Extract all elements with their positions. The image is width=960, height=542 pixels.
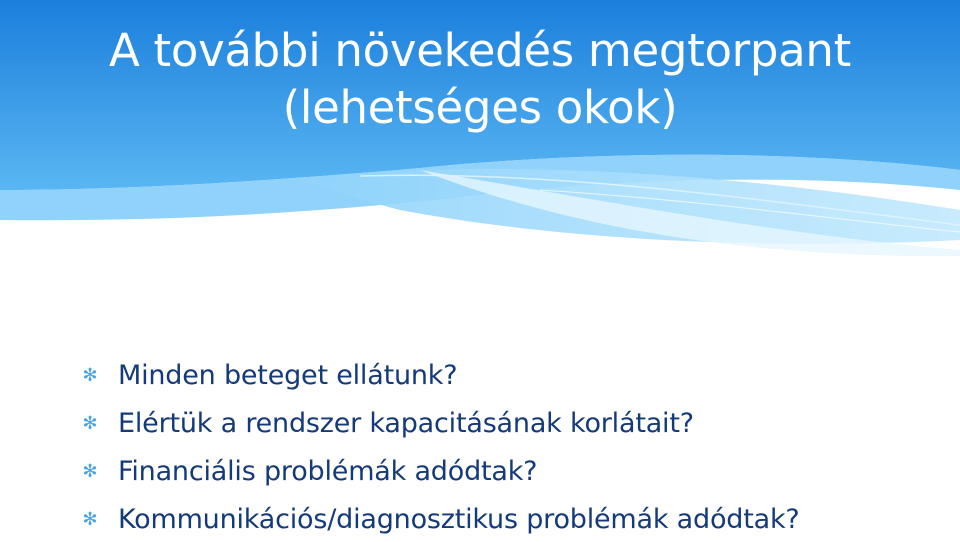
asterisk-icon: ✻ [82,509,98,530]
slide-title-line-2: (lehetséges okok) [282,81,678,134]
bullet-item [80,448,800,496]
bullet-list [80,352,800,542]
bullet-text: Kommunikációs/diagnosztikus problémák adódtak? [118,504,800,535]
asterisk-icon: ✻ [82,365,98,386]
bullet-item [80,352,800,400]
bullet-text: Financiális problémák adódtak? [118,456,538,487]
bullet-item [80,400,800,448]
bullet-item [80,496,800,542]
slide-title [0,22,960,136]
bullet-text: Elértük a rendszer kapacitásának korlátait? [118,408,694,439]
bullet-text: Minden beteget ellátunk? [118,360,458,391]
asterisk-icon: ✻ [82,413,98,434]
asterisk-icon: ✻ [82,461,98,482]
slide-title-line-1: A további növekedés megtorpant [109,24,851,77]
